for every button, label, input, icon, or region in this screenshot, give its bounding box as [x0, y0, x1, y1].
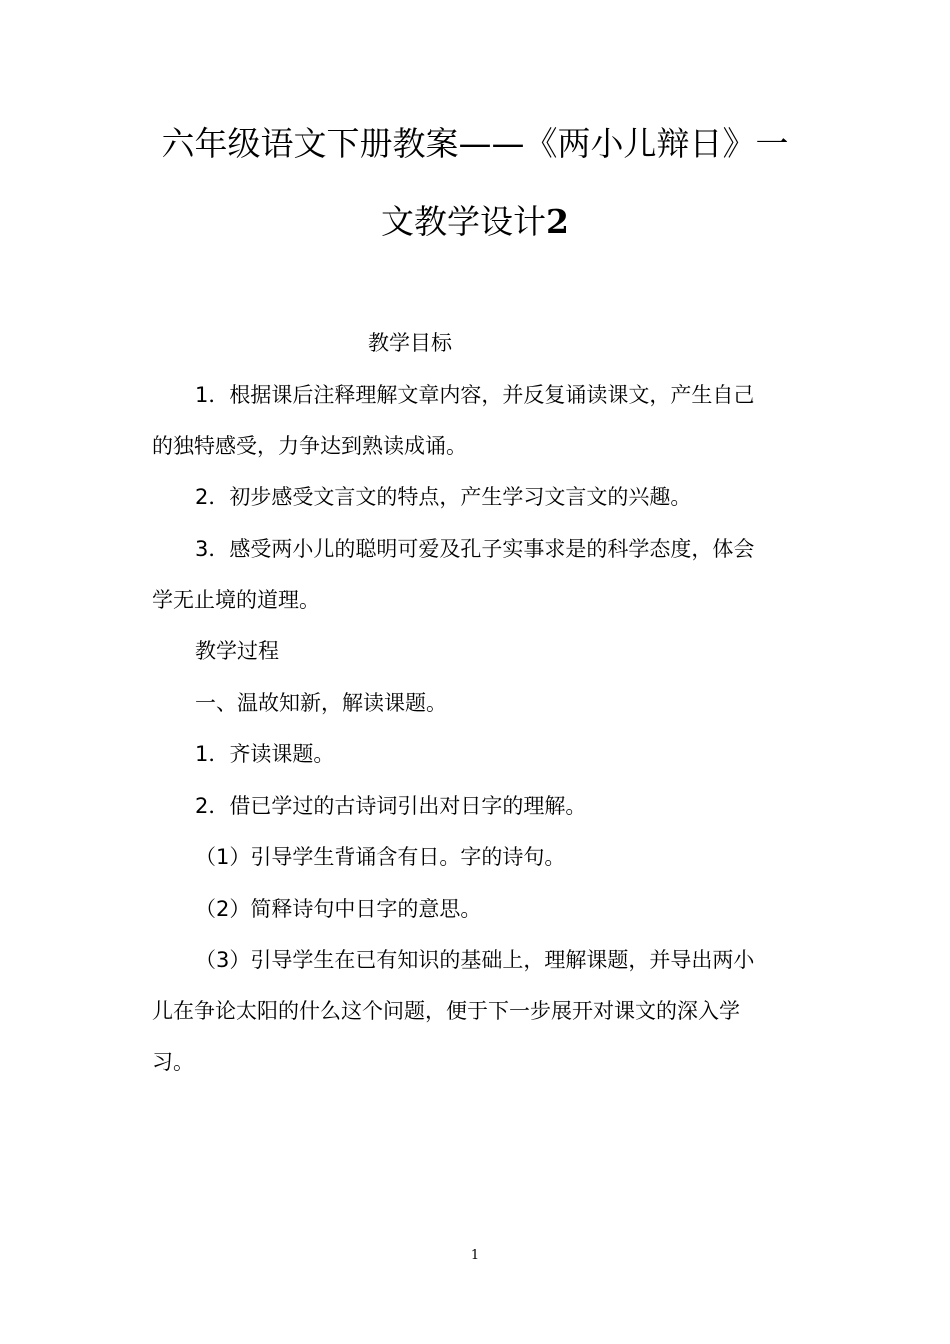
goal-3-line-1: 3．感受两小儿的聪明可爱及孔子实事求是的科学态度，体会 [195, 537, 755, 561]
sub-item-1: （1）引导学生背诵含有日。字的诗句。 [195, 845, 566, 869]
step-1-item-2: 2．借已学过的古诗词引出对日字的理解。 [195, 794, 587, 818]
goal-1-line-1: 1．根据课后注释理解文章内容，并反复诵读课文，产生自己 [195, 383, 755, 407]
sub-item-3-line-3: 习。 [152, 1050, 194, 1074]
title-line-2 [120, 202, 830, 242]
title-line-2-number: 2 [546, 202, 569, 241]
sub-item-3-line-1: （3）引导学生在已有知识的基础上，理解课题，并导出两小 [195, 948, 755, 972]
step-1: 一、温故知新，解读课题。 [195, 691, 447, 715]
goal-2: 2．初步感受文言文的特点，产生学习文言文的兴趣。 [195, 485, 692, 509]
goal-1-line-2: 的独特感受，力争达到熟读成诵。 [152, 434, 467, 458]
title-line-1: 六年级语文下册教案——《两小儿辩日》一 [161, 124, 789, 163]
goals-heading: 教学目标 [368, 331, 452, 355]
title-line-2-text: 文教学设计 [381, 202, 547, 241]
page-number: 1 [470, 1248, 480, 1263]
step-1-item-1: 1．齐读课题。 [195, 742, 335, 766]
sub-item-3-line-2: 儿在争论太阳的什么这个问题，便于下一步展开对课文的深入学 [152, 999, 740, 1023]
goal-3-line-2: 学无止境的道理。 [152, 588, 320, 612]
process-heading: 教学过程 [195, 639, 279, 663]
sub-item-2: （2）简释诗句中日字的意思。 [195, 897, 482, 921]
